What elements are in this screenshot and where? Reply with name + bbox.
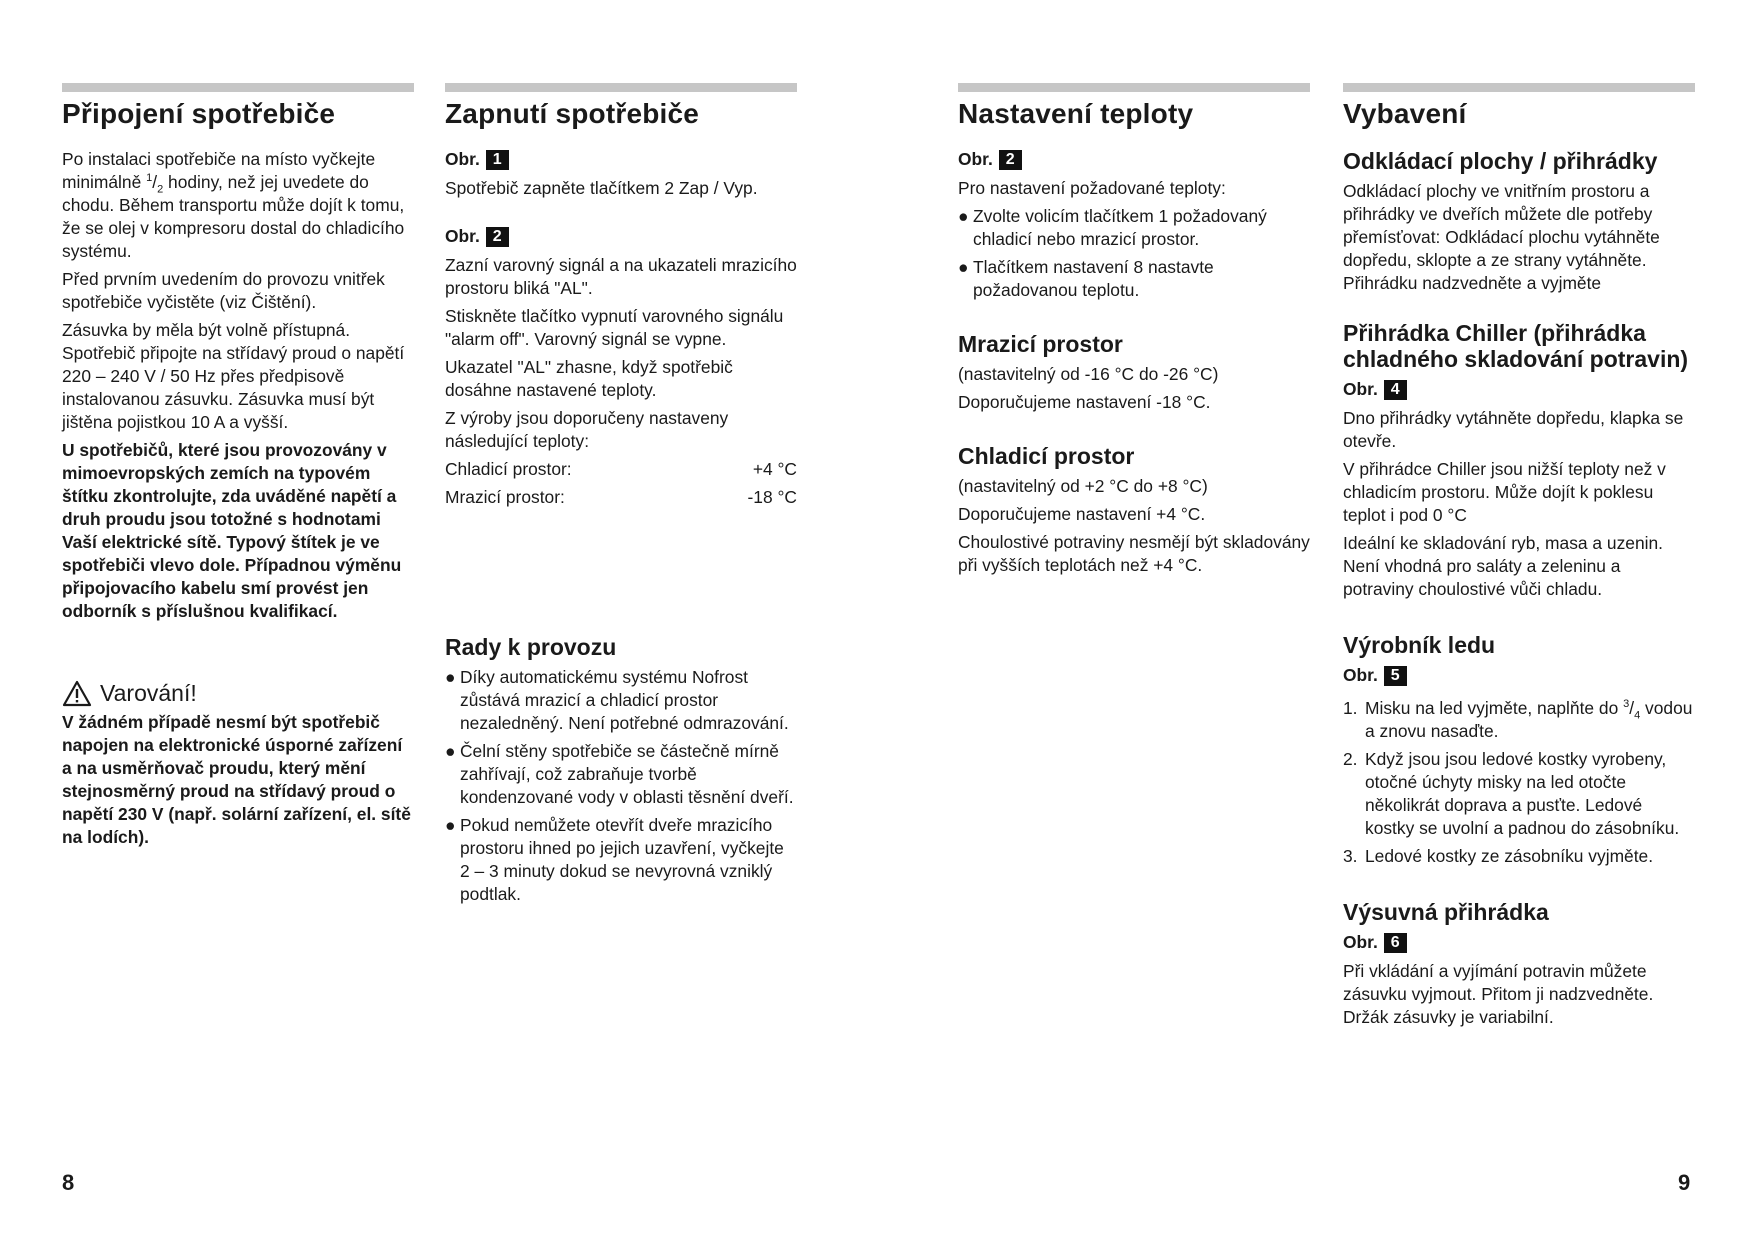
column-zapnuti	[445, 83, 797, 911]
paragraph: Dno přihrádky vytáhněte dopředu, klapka se otevře.	[1343, 408, 1684, 452]
paragraph: Po instalaci spotřebiče na místo vyčkejte minimálně $^1/_2$ hodiny, než jej uvedete do chodu. Během transportu může dojít k tomu, že se olej v kompresoru dostal do chladicího systému.	[62, 149, 405, 262]
column-vybaveni	[1343, 83, 1695, 1034]
subsection-title: Odkládací plochy / přihrádky	[1343, 148, 1658, 175]
subsection-title: Přihrádka Chiller (přihrádka chladného skladování potravin)	[1343, 320, 1689, 373]
page-number-left: 8	[62, 1170, 75, 1195]
paragraph: Choulostivé potraviny nesmějí být skladovány při vyšších teplotách než +4 °C.	[958, 532, 1310, 576]
figure-number-badge: 4	[1384, 380, 1407, 400]
section-bar	[62, 83, 414, 92]
column-nastaveni-teploty	[958, 83, 1310, 582]
paragraph: Zásuvka by měla být volně přístupná. Spotřebič připojte na střídavý proud o napětí 220 – 240 V / 50 Hz přes předpisově instalovanou zásuvku. Zásuvka musí být jištěna pojistkou 10 A a vyšší.	[62, 320, 405, 433]
paragraph: Pro nastavení požadované teploty:	[958, 178, 1226, 199]
bullet-item: ● Tlačítkem nastavení 8 nastavte požadovanou teplotu.	[958, 257, 1214, 301]
section-bar	[445, 83, 797, 92]
figure-reference: Obr. 2	[445, 225, 797, 248]
figure-reference: Obr. 1	[445, 148, 797, 171]
subsection-title: Chladicí prostor	[958, 443, 1135, 470]
warning-title: Varování!	[100, 680, 197, 707]
figure-number-badge: 2	[999, 150, 1022, 170]
paragraph: Doporučujeme nastavení +4 °C.	[958, 504, 1206, 525]
bullet-item: ● Díky automatickému systému Nofrost zůstává mrazicí a chladicí prostor nezaledněný. Není potřebné odmrazování.	[445, 667, 789, 734]
paragraph: Spotřebič zapněte tlačítkem 2 Zap / Vyp.	[445, 178, 758, 199]
paragraph: Odkládací plochy ve vnitřním prostoru a přihrádky ve dveřích můžete dle potřeby přemísťovat: Odkládací plochu vytáhněte dopředu, sklopte a ze strany vytáhněte. Přihrádku nadzvedněte a vyjměte	[1343, 181, 1660, 294]
section-bar	[1343, 83, 1695, 92]
figure-number-badge: 6	[1384, 933, 1407, 953]
warning-text: V žádném případě nesmí být spotřebič napojen na elektronické úsporné zařízení a na usměrňovač proudu, který mění stejnosměrný proud na střídavý proud o napětí 230 V (např. solární zařízení, el. sítě na lodích).	[62, 712, 411, 848]
subsection-title: Výsuvná přihrádka	[1343, 899, 1549, 926]
bullet-icon: ●	[958, 257, 969, 278]
subsection-title: Rady k provozu	[445, 634, 617, 661]
section-title: Nastavení teploty	[958, 98, 1194, 129]
subsection-title: Výrobník ledu	[1343, 632, 1496, 659]
numbered-step: 3. Ledové kostky ze zásobníku vyjměte.	[1343, 846, 1654, 867]
page-number-right: 9	[1678, 1170, 1691, 1195]
warning-triangle-icon	[62, 680, 92, 707]
figure-number-badge: 5	[1384, 666, 1407, 686]
bullet-item: ● Zvolte volicím tlačítkem 1 požadovaný chladicí nebo mrazicí prostor.	[958, 206, 1267, 250]
section-title: Zapnutí spotřebiče	[445, 98, 700, 129]
figure-reference: Obr. 6	[1343, 931, 1695, 954]
figure-reference: Obr. 2	[958, 148, 1310, 171]
bullet-icon: ●	[445, 667, 456, 688]
numbered-step: 1. Misku na led vyjměte, naplňte do $^3/_4$ vodou a znovu nasaďte.	[1343, 698, 1693, 742]
paragraph: (nastavitelný od -16 °C do -26 °C)	[958, 364, 1219, 385]
warning-heading	[62, 680, 414, 707]
paragraph: Doporučujeme nastavení -18 °C.	[958, 392, 1211, 413]
paragraph: Zazní varovný signál a na ukazateli mrazicího prostoru bliká "AL".	[445, 255, 797, 299]
numbered-step: 2. Když jsou jsou ledové kostky vyrobeny, otočné úchyty misky na led otočte několikrát doprava a pusťte. Ledové kostky se uvolní a padnou do zásobníku.	[1343, 749, 1680, 839]
temperature-row: Chladicí prostor: +4 °C	[445, 459, 797, 480]
section-title: Vybavení	[1343, 98, 1467, 129]
paragraph-bold: U spotřebičů, které jsou provozovány v mimoevropských zemích na typovém štítku zkontrolujte, zda uváděné napětí a druh proudu jsou totožné s hodnotami Vaší elektrické sítě. Typový štítek je ve spotřebiči vlevo dole. Případnou výměnu připojovacího kabelu smí provést jen odborník s příslušnou kvalifikací.	[62, 440, 402, 622]
paragraph: Při vkládání a vyjímání potravin můžete zásuvku vyjmout. Přitom ji nadzvedněte. Držák zásuvky je variabilní.	[1343, 961, 1654, 1028]
bullet-item: ● Čelní stěny spotřebiče se částečně mírně zahřívají, což zabraňuje tvorbě kondenzované vody v oblasti těsnění dveří.	[445, 741, 794, 808]
bullet-icon: ●	[445, 741, 456, 762]
figure-reference: Obr. 4	[1343, 378, 1695, 401]
paragraph: Z výroby jsou doporučeny nastaveny následující teploty:	[445, 408, 729, 452]
section-title: Připojení spotřebiče	[62, 98, 336, 129]
figure-number-badge: 2	[486, 227, 509, 247]
bullet-item: ● Pokud nemůžete otevřít dveře mrazicího prostoru ihned po jejich uzavření, vyčkejte 2 – 3 minuty dokud se nevyrovná vzniklý podtlak.	[445, 815, 784, 905]
column-pripojeni	[62, 83, 414, 854]
bullet-icon: ●	[958, 206, 969, 227]
figure-number-badge: 1	[486, 150, 509, 170]
paragraph: Stiskněte tlačítko vypnutí varovného signálu "alarm off". Varovný signál se vypne.	[445, 306, 784, 350]
figure-reference: Obr. 5	[1343, 664, 1695, 687]
bullet-icon: ●	[445, 815, 456, 836]
paragraph: (nastavitelný od +2 °C do +8 °C)	[958, 476, 1208, 497]
paragraph: Ideální ke skladování ryb, masa a uzenin. Není vhodná pro saláty a zeleninu a potraviny choulostivé vůči chladu.	[1343, 533, 1663, 600]
temperature-row: Mrazicí prostor: -18 °C	[445, 487, 797, 508]
subsection-title: Mrazicí prostor	[958, 331, 1123, 358]
paragraph: Ukazatel "AL" zhasne, když spotřebič dosáhne nastavené teploty.	[445, 357, 733, 401]
paragraph: V přihrádce Chiller jsou nižší teploty než v chladicím prostoru. Může dojít k poklesu teplot i pod 0 °C	[1343, 459, 1666, 526]
paragraph: Před prvním uvedením do provozu vnitřek spotřebiče vyčistěte (viz Čištění).	[62, 269, 385, 313]
section-bar	[958, 83, 1310, 92]
